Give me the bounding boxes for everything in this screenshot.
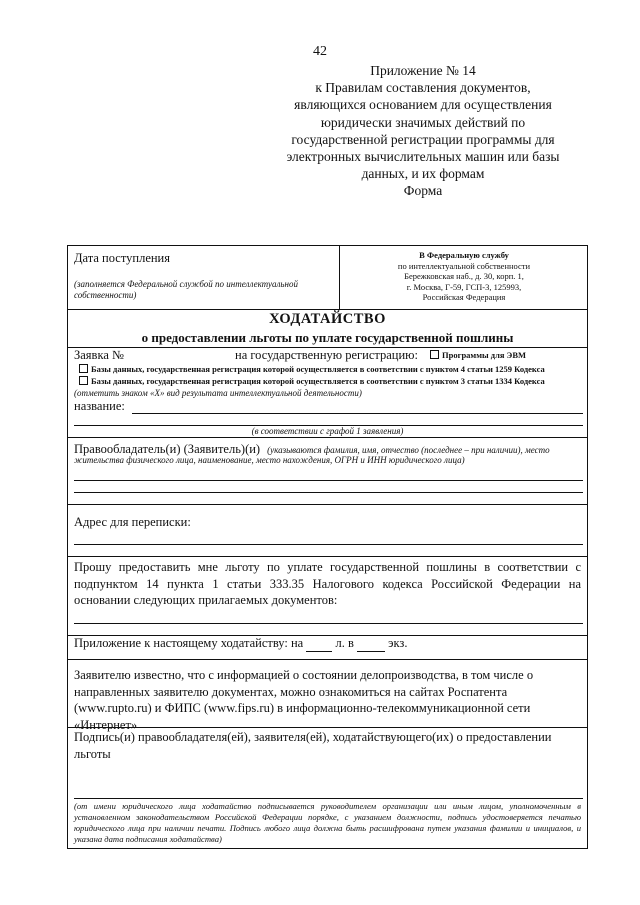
appendix-line: юридически значимых действий по <box>320 114 526 130</box>
form-subtitle: о предоставлении льготы по уплате государственной пошлины <box>141 330 514 345</box>
rightholder-label: Правообладатель(и) (Заявитель)(и) <box>74 442 261 456</box>
option-db-1259[interactable] <box>79 364 545 374</box>
receipt-date-label: Дата поступления <box>74 251 170 265</box>
rightholder-note-2: жительства физического лица, наименование, место нахождения, ОГРН и ИНН юридического лица) <box>74 455 465 465</box>
recipient-line: по интеллектуальной собственности <box>397 260 531 271</box>
option-programs[interactable] <box>430 350 526 360</box>
name-note: (в соответствии с графой 1 заявления) <box>251 426 404 436</box>
documents-input-line[interactable] <box>74 623 583 624</box>
option-db-1259-label: Базы данных, государственная регистрация которой осуществляется в соответствии с пунктом 4 статьи 1259 Кодекса <box>91 364 545 374</box>
recipient-line: Бережковская наб., д. 30, корп. 1, <box>404 271 524 282</box>
name-label: название: <box>74 399 125 413</box>
signature-label: Подпись(и) правообладателя(ей), заявителя(ей), ходатайствующего(их) о предоставлении льготы <box>74 730 552 761</box>
attachment-sheets-label: л. в <box>335 636 354 650</box>
divider <box>68 556 587 557</box>
checkbox-programs[interactable] <box>430 350 439 359</box>
application-number-label: Заявка № <box>74 348 124 362</box>
signature-line[interactable] <box>74 798 583 799</box>
copies-input[interactable] <box>357 636 385 652</box>
address-input-line[interactable] <box>74 544 583 545</box>
petition-form <box>67 245 588 849</box>
attachment-row <box>74 636 407 652</box>
mark-note: (отметить знаком «Х» вид результата интеллектуальной деятельности) <box>74 388 362 398</box>
checkbox-db-1259[interactable] <box>79 364 88 373</box>
rightholder-input-line[interactable] <box>74 480 583 481</box>
registration-label: на государственную регистрацию: <box>235 348 418 362</box>
attachment-copies-label: экз. <box>388 636 408 650</box>
request-text: Прошу предоставить мне льготу по уплате государственной пошлины в соответствии с подпунктом 14 пункта 1 статьи 333.35 Налогового кодекса Российской Федерации на основании следующих прилагаемых документов: <box>74 560 581 607</box>
address-label: Адрес для переписки: <box>74 515 191 529</box>
option-db-1334-label: Базы данных, государственная регистрация которой осуществляется в соответствии с пунктом 3 статьи 1334 Кодекса <box>91 376 545 386</box>
recipient-block <box>344 250 584 303</box>
rightholder-note: (указываются фамилия, имя, отчество (последнее – при наличии), место <box>267 445 550 455</box>
option-db-1334[interactable] <box>79 376 545 386</box>
recipient-line: Российская Федерация <box>422 292 506 303</box>
checkbox-db-1334[interactable] <box>79 376 88 385</box>
divider <box>68 659 587 660</box>
divider <box>68 437 587 438</box>
form-label: Форма <box>403 183 443 199</box>
attachment-label: Приложение к настоящему ходатайству: на <box>74 636 304 650</box>
receipt-date-note: собственности) <box>74 290 137 300</box>
page-number: 42 <box>313 44 327 59</box>
column-divider <box>339 246 340 309</box>
divider <box>68 504 587 505</box>
receipt-date-note: (заполняется Федеральной службой по интеллектуальной <box>74 279 298 289</box>
appendix-line: государственной регистрации программы для <box>291 131 555 147</box>
appendix-line: электронных вычислительных машин или базы <box>286 149 560 165</box>
appendix-line: Приложение № 14 <box>370 63 476 78</box>
appendix-line: к Правилам составления документов, <box>315 80 531 96</box>
divider <box>68 727 587 728</box>
rightholder-input-line[interactable] <box>74 492 583 493</box>
notice-text: Заявителю известно, что с информацией о состоянии делопроизводства, в том числе о направленных заявителю документах, можно ознакомиться на сайтах Роспатента (www.rupto.ru) и ФИПС (www.fips.ru) в информационно-телекоммуникационной сети «Интернет» <box>74 668 534 732</box>
appendix-line: данных, и их формам <box>361 166 485 182</box>
divider <box>68 309 587 310</box>
sheets-input[interactable] <box>306 636 332 652</box>
form-title: ХОДАТАЙСТВО <box>269 311 386 327</box>
appendix-header <box>258 62 588 200</box>
signature-footnote: (от имени юридического лица ходатайство подписывается руководителем организации или иным лицом, уполномоченным в установленном законодательством Российской Федерации порядке, с указанием должности, подпись удостоверяется печатью юридического лица при наличии печати. Подпись любого лица должна быть расшифрована путем указания фамилии и инициалов, и указана дата подписания ходатайства) <box>74 801 581 844</box>
option-programs-label: Программы для ЭВМ <box>442 350 527 360</box>
appendix-line: являющихся основанием для осуществления <box>294 97 552 113</box>
recipient-title: В Федеральную службу <box>419 250 509 260</box>
name-input-line[interactable] <box>132 413 583 414</box>
recipient-line: г. Москва, Г-59, ГСП-3, 125993, <box>406 281 522 292</box>
